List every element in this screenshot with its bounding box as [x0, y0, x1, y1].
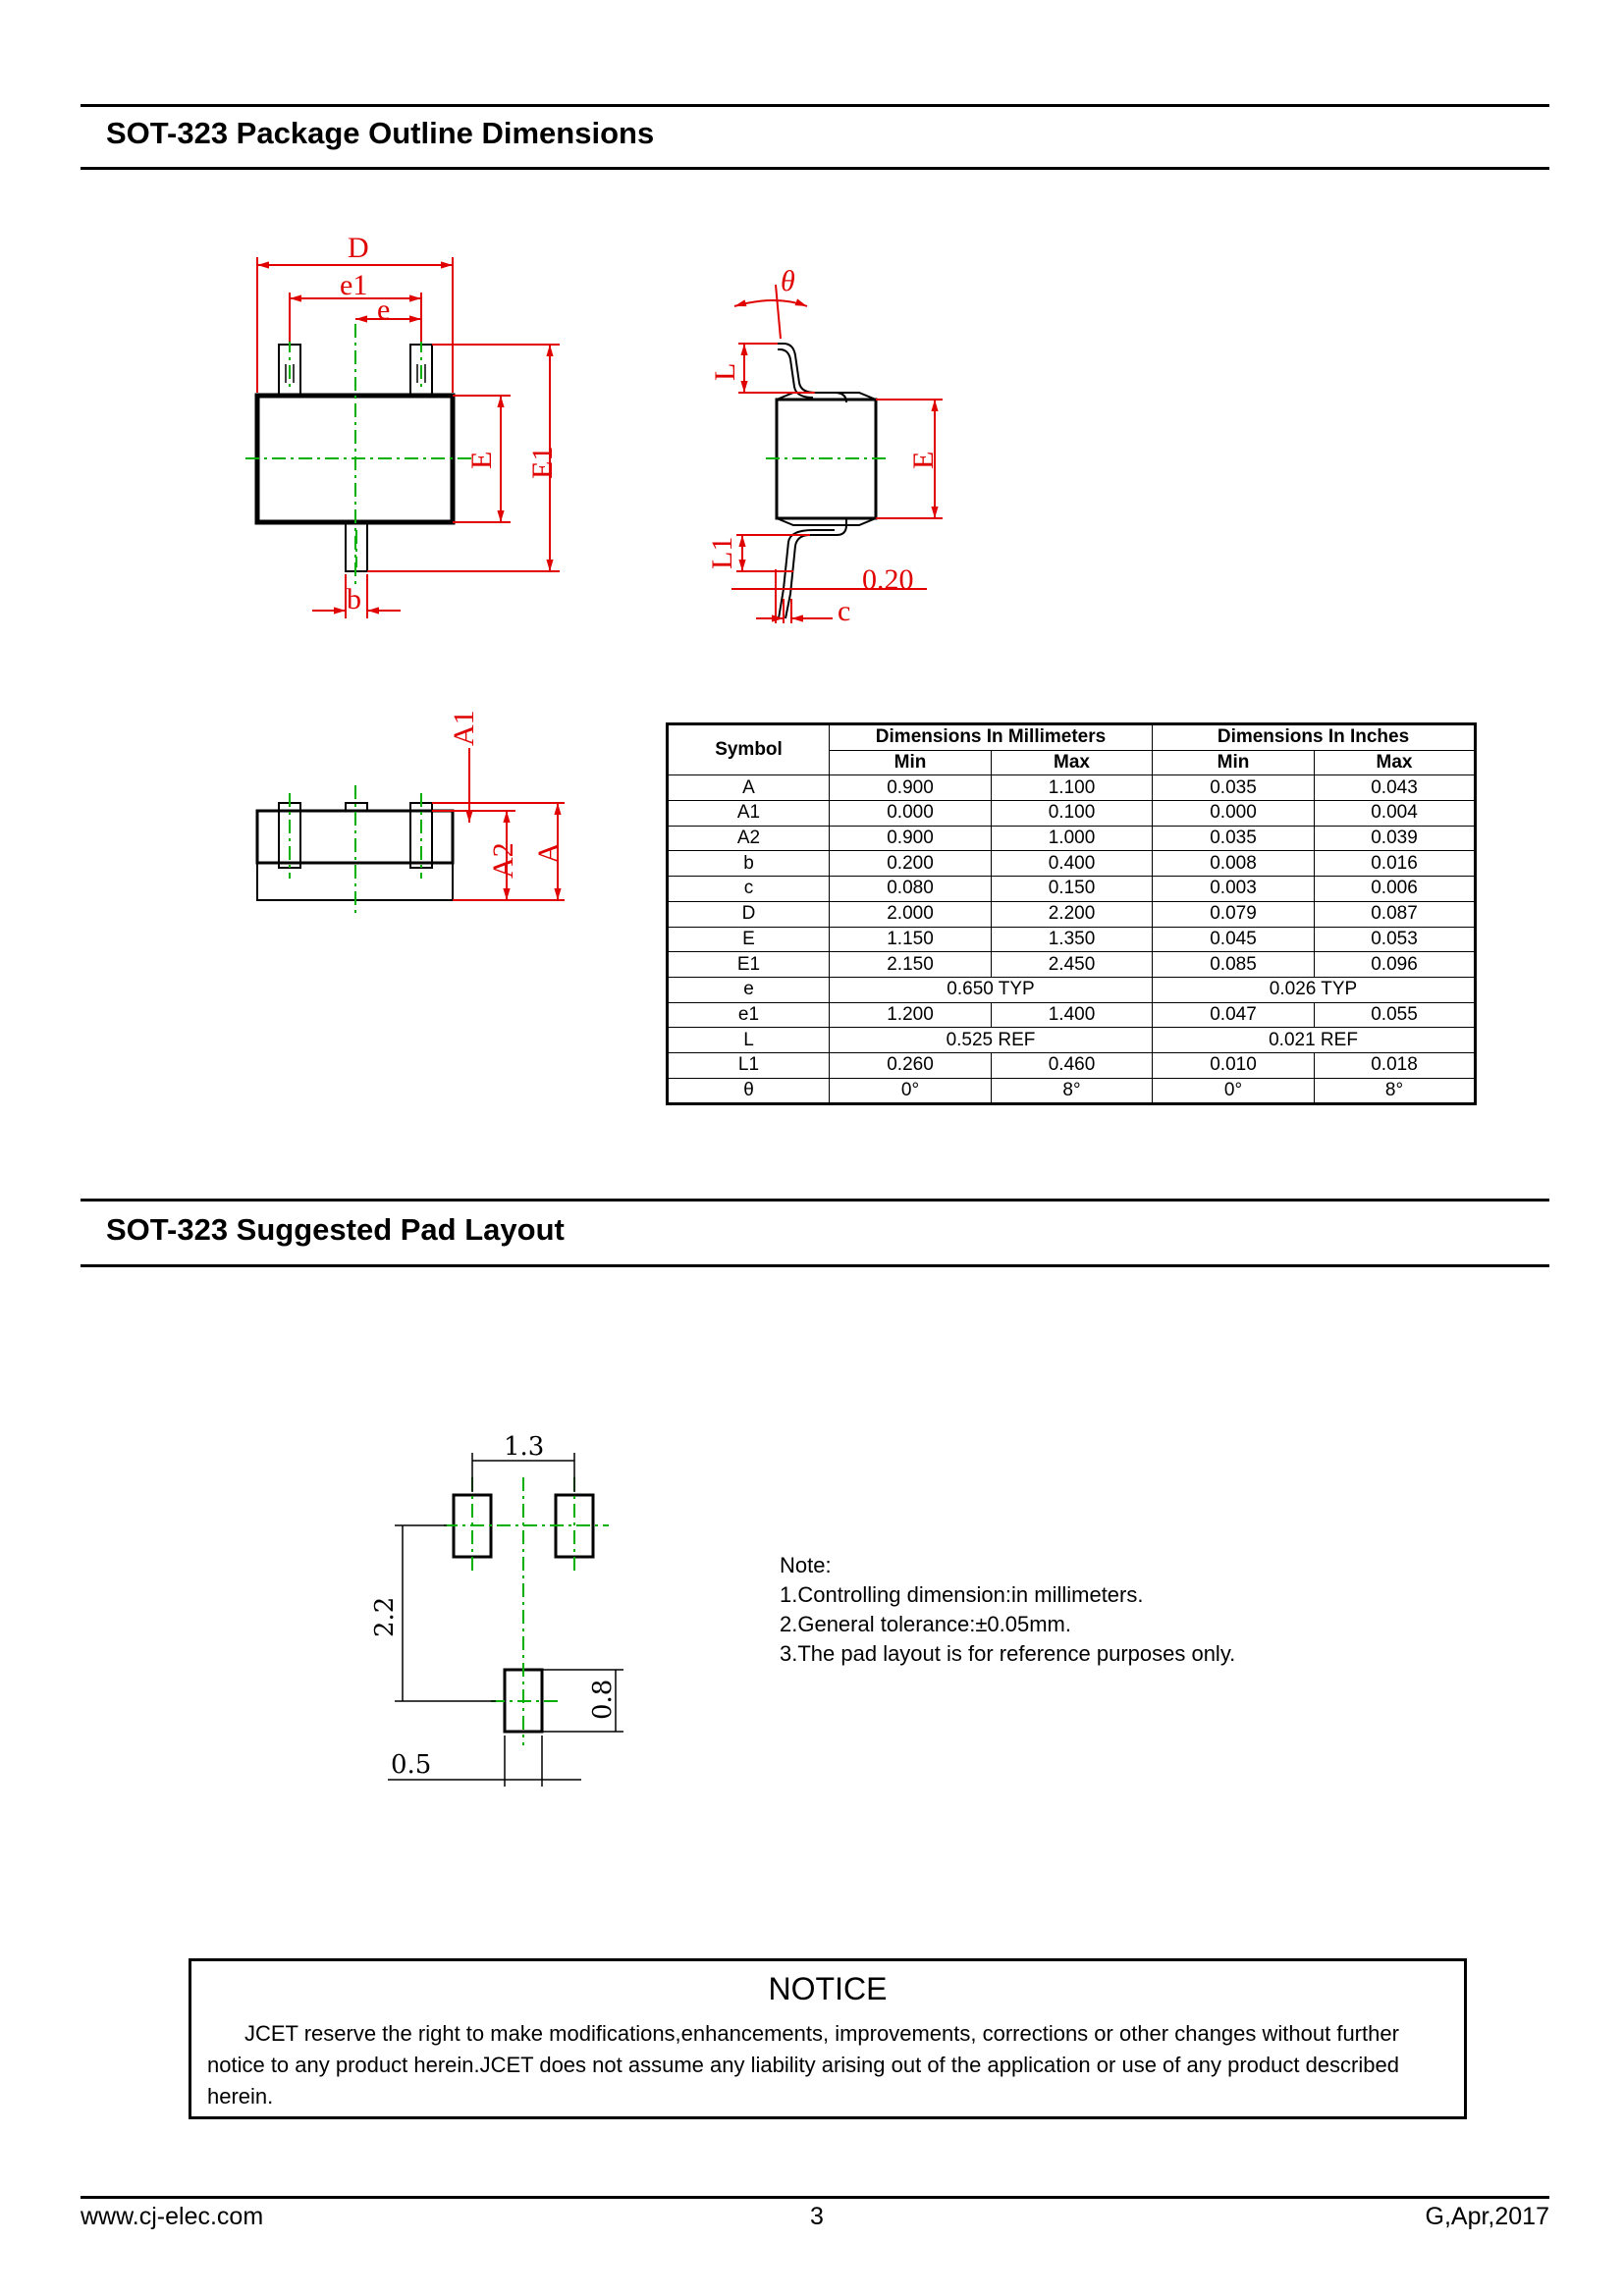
- cell-in-min: 0°: [1153, 1078, 1315, 1104]
- cell-symbol: A2: [668, 826, 830, 851]
- cell-symbol: E1: [668, 952, 830, 978]
- cell-symbol: A1: [668, 801, 830, 827]
- cell-mm-min: 2.000: [830, 901, 992, 927]
- cell-mm-span: 0.525 REF: [830, 1028, 1153, 1053]
- footer-rule: [81, 2196, 1549, 2199]
- cell-mm-min: 0.900: [830, 826, 992, 851]
- dim-label-A2: A2: [487, 842, 519, 879]
- cell-in-max: 0.096: [1315, 952, 1476, 978]
- cell-mm-max: 1.100: [992, 775, 1153, 801]
- cell-mm-min: 0°: [830, 1078, 992, 1104]
- cell-mm-min: 1.150: [830, 927, 992, 952]
- cell-in-max: 0.016: [1315, 851, 1476, 877]
- dim-label-E-side: E: [907, 451, 940, 469]
- table-row: [668, 851, 1476, 877]
- cell-mm-max: 8°: [992, 1078, 1153, 1104]
- cell-mm-min: 0.260: [830, 1052, 992, 1078]
- cell-in-min: 0.045: [1153, 927, 1315, 952]
- top-view-labels: [340, 232, 559, 615]
- note-heading: Note:: [780, 1553, 832, 1577]
- cell-in-max: 0.043: [1315, 775, 1476, 801]
- dim-label-E1: E1: [526, 446, 559, 479]
- header-mm: Dimensions In Millimeters: [830, 724, 1153, 751]
- cell-in-min: 0.003: [1153, 877, 1315, 902]
- cell-symbol: L: [668, 1028, 830, 1053]
- pad-notes: [780, 1551, 1235, 1669]
- header-inch: Dimensions In Inches: [1153, 724, 1476, 751]
- cell-in-span: 0.026 TYP: [1153, 977, 1476, 1002]
- cell-mm-max: 0.460: [992, 1052, 1153, 1078]
- pad-label-1-3: 1.3: [504, 1432, 545, 1462]
- cell-mm-min: 0.900: [830, 775, 992, 801]
- table-row: [668, 1028, 1476, 1053]
- table-row: [668, 927, 1476, 952]
- table-row: [668, 801, 1476, 827]
- side-view-labels: [706, 265, 940, 627]
- notice-title: NOTICE: [768, 1971, 888, 2006]
- cell-symbol: E: [668, 927, 830, 952]
- table-row: [668, 977, 1476, 1002]
- table-row: [668, 901, 1476, 927]
- cell-mm-max: 0.100: [992, 801, 1153, 827]
- dim-label-c: c: [838, 595, 851, 627]
- cell-in-min: 0.079: [1153, 901, 1315, 927]
- cell-in-max: 0.004: [1315, 801, 1476, 827]
- dimensions-table: [666, 722, 1477, 1105]
- cell-in-min: 0.008: [1153, 851, 1315, 877]
- cell-mm-max: 2.450: [992, 952, 1153, 978]
- dim-label-E: E: [465, 451, 498, 469]
- table-row: [668, 877, 1476, 902]
- cell-symbol: A: [668, 775, 830, 801]
- cell-in-max: 0.053: [1315, 927, 1476, 952]
- dim-label-L: L: [709, 362, 741, 381]
- cell-symbol: θ: [668, 1078, 830, 1104]
- pad-label-2-2: 2.2: [370, 1596, 400, 1637]
- footer-revision: G,Apr,2017: [1425, 2203, 1549, 2230]
- cell-mm-min: 2.150: [830, 952, 992, 978]
- footer-website: www.cj-elec.com: [81, 2203, 264, 2230]
- cell-in-min: 0.000: [1153, 801, 1315, 827]
- header-symbol: Symbol: [668, 724, 830, 775]
- cell-in-max: 0.055: [1315, 1002, 1476, 1028]
- cell-in-max: 0.039: [1315, 826, 1476, 851]
- outline-section-title: SOT-323 Package Outline Dimensions: [106, 116, 655, 150]
- table-row: [668, 952, 1476, 978]
- cell-symbol: e: [668, 977, 830, 1002]
- cell-in-max: 0.006: [1315, 877, 1476, 902]
- dim-label-A1: A1: [448, 710, 480, 746]
- pad-layout-dimensions: [388, 1453, 623, 1787]
- cell-symbol: b: [668, 851, 830, 877]
- dim-label-theta: θ: [781, 265, 795, 297]
- pad-label-0-8: 0.8: [588, 1679, 618, 1720]
- side-view-drawing: [777, 344, 876, 618]
- note-item-1: 1.Controlling dimension:in millimeters.: [780, 1582, 1144, 1607]
- pad-layout-centerlines: [444, 1477, 609, 1745]
- cell-mm-max: 0.150: [992, 877, 1153, 902]
- cell-mm-max: 0.400: [992, 851, 1153, 877]
- top-view-dimensions: [257, 257, 560, 618]
- pad-title-underline: [81, 1264, 1549, 1267]
- dim-label-b: b: [347, 583, 361, 615]
- cell-in-span: 0.021 REF: [1153, 1028, 1476, 1053]
- table-row: [668, 775, 1476, 801]
- cell-mm-min: 0.080: [830, 877, 992, 902]
- dim-label-L1: L1: [706, 536, 738, 569]
- cell-in-max: 0.087: [1315, 901, 1476, 927]
- pad-label-0-5: 0.5: [391, 1750, 432, 1780]
- note-item-3: 3.The pad layout is for reference purposes only.: [780, 1641, 1236, 1666]
- table-row: [668, 826, 1476, 851]
- cell-mm-max: 2.200: [992, 901, 1153, 927]
- cell-in-min: 0.047: [1153, 1002, 1315, 1028]
- header-in-max: Max: [1315, 750, 1476, 775]
- cell-symbol: L1: [668, 1052, 830, 1078]
- dim-label-e1: e1: [340, 269, 368, 301]
- cell-mm-min: 0.200: [830, 851, 992, 877]
- dim-label-D: D: [348, 232, 369, 264]
- dim-label-0-20: 0.20: [862, 563, 914, 596]
- cell-mm-min: 0.000: [830, 801, 992, 827]
- header-in-min: Min: [1153, 750, 1315, 775]
- cell-in-min: 0.010: [1153, 1052, 1315, 1078]
- cell-in-min: 0.085: [1153, 952, 1315, 978]
- cell-mm-max: 1.350: [992, 927, 1153, 952]
- notice-box: [189, 1958, 1467, 2119]
- table-row: [668, 1052, 1476, 1078]
- cell-in-max: 8°: [1315, 1078, 1476, 1104]
- dim-label-A: A: [532, 842, 565, 864]
- cell-symbol: c: [668, 877, 830, 902]
- cell-in-min: 0.035: [1153, 775, 1315, 801]
- header-mm-max: Max: [992, 750, 1153, 775]
- pad-section-rule: [81, 1199, 1549, 1201]
- cell-symbol: e1: [668, 1002, 830, 1028]
- cell-mm-max: 1.000: [992, 826, 1153, 851]
- end-view-centerlines: [290, 785, 421, 913]
- cell-symbol: D: [668, 901, 830, 927]
- pad-layout-labels: [370, 1432, 618, 1780]
- cell-in-max: 0.018: [1315, 1052, 1476, 1078]
- cell-mm-max: 1.400: [992, 1002, 1153, 1028]
- cell-mm-min: 1.200: [830, 1002, 992, 1028]
- dim-label-e: e: [377, 294, 391, 326]
- header-mm-min: Min: [830, 750, 992, 775]
- cell-in-min: 0.035: [1153, 826, 1315, 851]
- pad-section-title: SOT-323 Suggested Pad Layout: [106, 1212, 565, 1247]
- table-row: [668, 1002, 1476, 1028]
- cell-mm-span: 0.650 TYP: [830, 977, 1153, 1002]
- note-item-2: 2.General tolerance:±0.05mm.: [780, 1612, 1071, 1636]
- footer-page-number: 3: [810, 2203, 824, 2230]
- notice-body: JCET reserve the right to make modifications,enhancements, improvements, corrections or other changes without further notice to any product herein.JCET does not assume any liability arising out of the application or use of any product described herein.: [207, 2021, 1399, 2109]
- end-view-labels: [448, 710, 565, 879]
- table-row: [668, 1078, 1476, 1104]
